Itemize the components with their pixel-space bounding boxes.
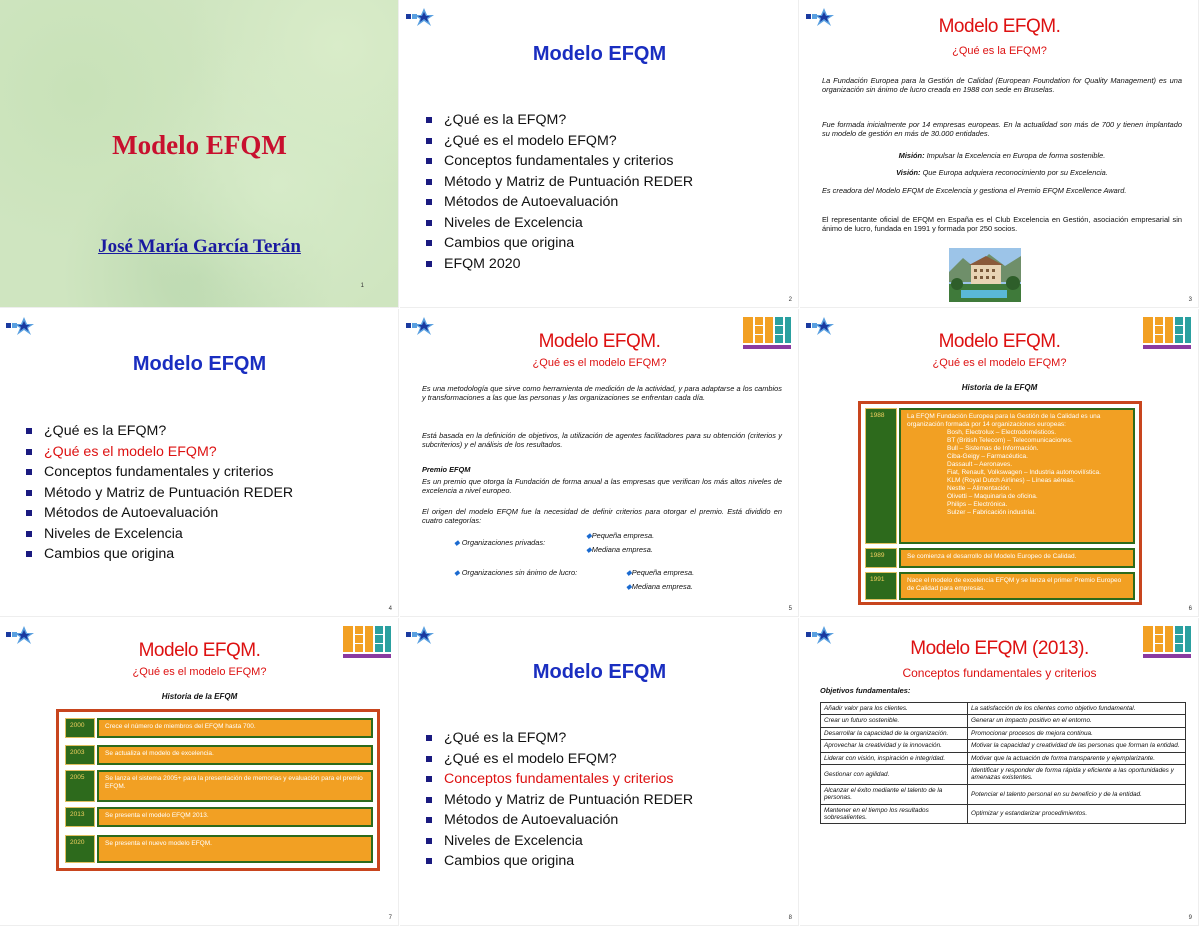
table-row: [821, 727, 1186, 739]
square-bullet-icon: [426, 756, 432, 762]
slide-3[interactable]: [800, 0, 1199, 308]
objectives-table: [820, 702, 1186, 824]
square-bullet-icon: [426, 158, 432, 164]
year-label: 1989: [865, 548, 897, 568]
table-row: [821, 752, 1186, 764]
diamond-bullet-icon: ◆: [626, 582, 632, 591]
company-item: BT (British Telecom) – Telecomunicaciones.: [947, 437, 1073, 444]
category-option: [586, 531, 654, 540]
slide-title: Modelo EFQM.: [138, 640, 261, 661]
slide-title: Modelo EFQM.: [538, 331, 661, 352]
topic-item[interactable]: [426, 790, 693, 811]
square-bullet-icon: [426, 261, 432, 267]
objective-cell: Liderar con visión, inspiración e integridad.: [821, 752, 968, 764]
topic-label: Conceptos fundamentales y criterios: [444, 153, 674, 169]
category-option-label: Pequeña empresa.: [631, 568, 695, 577]
topic-item[interactable]: [426, 749, 693, 770]
topic-item[interactable]: [26, 503, 293, 524]
topic-item[interactable]: [426, 728, 693, 749]
square-bullet-icon: [26, 428, 32, 434]
topic-item[interactable]: [426, 172, 693, 193]
slide-number: 3: [1188, 297, 1192, 303]
company-item: Fiat, Renault, Volkswagen – Industria automovilística.: [947, 469, 1101, 476]
vision-line: [822, 168, 1182, 177]
objectives-label: Objetivos fundamentales:: [820, 686, 911, 695]
topic-label: Conceptos fundamentales y criterios: [444, 771, 674, 787]
slide-subtitle: ¿Qué es la EFQM?: [952, 45, 1047, 57]
diamond-bullet-icon: ◆: [454, 568, 460, 577]
table-row: [821, 703, 1186, 715]
topic-label: ¿Qué es la EFQM?: [444, 730, 567, 746]
diamond-bullet-icon: ◆: [586, 545, 592, 554]
objective-cell: Crear un futuro sostenible.: [821, 715, 968, 727]
category-option-label: Pequeña empresa.: [591, 531, 655, 540]
history-row: [899, 572, 1135, 600]
year-label: 2013: [65, 807, 95, 827]
topic-item[interactable]: [26, 524, 293, 545]
paragraph: Es una metodología que sirve como herramienta de medición de la actividad, y para adaptarse a los cambios y transformaciones a las que las personas y las organizaciones se enfrentan cada día.: [422, 384, 782, 403]
table-row: [821, 740, 1186, 752]
topic-item[interactable]: [426, 831, 693, 852]
vision-text: Que Europa adquiera reconocimiento por su Excelencia.: [922, 168, 1108, 177]
topic-label: ¿Qué es el modelo EFQM?: [44, 443, 217, 460]
slide-title: Modelo EFQM: [532, 661, 667, 683]
efqm-logo-icon: [4, 315, 38, 337]
square-bullet-icon: [426, 797, 432, 803]
objective-cell: Añadir valor para los clientes.: [821, 703, 968, 715]
mission-label: Misión:: [898, 151, 925, 160]
slide-title: Modelo EFQM: [532, 43, 667, 65]
square-bullet-icon: [26, 469, 32, 475]
square-bullet-icon: [26, 490, 32, 496]
paragraph: El representante oficial de EFQM en España es el Club Excelencia en Gestión, asociación empresarial sin ánimo de lucro, fundada en 1991 y formada por 250 socios.: [822, 215, 1182, 234]
table-row: [821, 804, 1186, 824]
objective-cell: Aprovechar la creatividad y la innovación.: [821, 740, 968, 752]
objective-cell: Mantener en el tiempo los resultados sobresalientes.: [821, 804, 968, 824]
slide-title: Modelo EFQM.: [938, 16, 1061, 37]
topic-item[interactable]: [426, 151, 693, 172]
diamond-bullet-icon: ◆: [586, 531, 592, 540]
topic-label: Niveles de Excelencia: [444, 214, 583, 231]
slide-title: Modelo EFQM: [132, 353, 267, 375]
topic-item[interactable]: [426, 769, 693, 790]
paragraph: El origen del modelo EFQM fue la necesidad de definir criterios para otorgar el premio. Está dividido en cuatro categorías:: [422, 507, 782, 526]
slide-number: 8: [788, 915, 792, 921]
description-cell: Identificar y responder de forma rápida y eficiente a las oportunidades y amenazas existentes.: [968, 765, 1186, 785]
slide-title: Modelo EFQM: [112, 130, 287, 160]
topic-item[interactable]: [426, 110, 693, 131]
company-list: [907, 429, 1127, 517]
topic-label: ¿Qué es el modelo EFQM?: [444, 132, 617, 149]
history-row: [899, 408, 1135, 544]
square-bullet-icon: [426, 817, 432, 823]
square-bullet-icon: [426, 179, 432, 185]
hotel-photo-image: [949, 248, 1021, 302]
year-label: 1991: [865, 572, 897, 600]
square-bullet-icon: [426, 220, 432, 226]
paragraph: Está basada en la definición de objetivos, la utilización de agentes facilitadores para su obtención (criterios y subcriterios) y el análisis de los resultados.: [422, 431, 782, 450]
topic-label: Método y Matriz de Puntuación REDER: [44, 484, 294, 501]
category-label: Organizaciones privadas:: [461, 538, 546, 547]
topic-label: ¿Qué es la EFQM?: [444, 112, 567, 128]
history-row: Se lanza el sistema 2005+ para la presentación de memorias y evaluación para el premio EFQM.: [97, 770, 373, 802]
topic-label: Niveles de Excelencia: [44, 525, 183, 542]
topic-label: EFQM 2020: [444, 255, 521, 272]
slide-number: 1: [360, 283, 364, 289]
history-frame: [56, 709, 380, 871]
topic-label: ¿Qué es el modelo EFQM?: [444, 750, 617, 767]
year-label: 1988: [865, 408, 897, 544]
history-text: La EFQM Fundación Europea para la Gestión de la Calidad es una organización formada por 14 organizaciones europeas:: [907, 413, 1101, 428]
slide-title: Modelo EFQM.: [938, 331, 1061, 352]
category-option: [586, 545, 653, 554]
slide-number: 6: [1188, 606, 1192, 612]
year-label: 2003: [65, 745, 95, 765]
square-bullet-icon: [26, 531, 32, 537]
table-row: [821, 765, 1186, 785]
vision-label: Visión:: [896, 168, 921, 177]
topic-label: Conceptos fundamentales y criterios: [44, 464, 274, 480]
slide-subtitle: ¿Qué es el modelo EFQM?: [932, 357, 1067, 369]
diamond-bullet-icon: ◆: [454, 538, 460, 547]
slide-subtitle: ¿Qué es el modelo EFQM?: [132, 666, 267, 678]
square-bullet-icon: [26, 551, 32, 557]
topic-item[interactable]: [26, 544, 293, 565]
company-item: Nestle – Alimentación.: [947, 485, 1012, 492]
square-bullet-icon: [426, 838, 432, 844]
topic-item[interactable]: [426, 810, 693, 831]
slide-6[interactable]: [800, 309, 1199, 617]
efqm-logo-icon: [404, 6, 438, 28]
slide-1[interactable]: [0, 0, 399, 308]
description-cell: La satisfacción de los clientes como objetivo fundamental.: [968, 703, 1186, 715]
topic-label: Métodos de Autoevaluación: [44, 505, 219, 521]
description-cell: Promocionar procesos de mejora continua.: [968, 727, 1186, 739]
slide-9[interactable]: [800, 618, 1199, 926]
topic-item[interactable]: [26, 421, 293, 442]
slide-number: 7: [388, 915, 392, 921]
category-option-label: Mediana empresa.: [631, 582, 693, 591]
topic-item[interactable]: [26, 442, 293, 463]
history-title: Historia de la EFQM: [161, 692, 238, 701]
topic-item[interactable]: [426, 213, 693, 234]
company-item: Dassault – Aeronaves.: [947, 461, 1013, 468]
premio-heading: Premio EFQM: [422, 465, 471, 474]
description-cell: Generar un impacto positivo en el entorno.: [968, 715, 1186, 727]
company-item: Ciba-Geigy – Farmacéutica.: [947, 453, 1028, 460]
square-bullet-icon: [426, 138, 432, 144]
mission-text: Impulsar la Excelencia en Europa de forma sostenible.: [926, 151, 1106, 160]
square-bullet-icon: [26, 449, 32, 455]
description-cell: Optimizar y estandarizar procedimientos.: [968, 804, 1186, 824]
topic-item[interactable]: [426, 254, 693, 275]
company-item: KLM (Royal Dutch Airlines) – Líneas aéreas.: [947, 477, 1075, 484]
objective-cell: Gestionar con agilidad.: [821, 765, 968, 785]
square-bullet-icon: [426, 199, 432, 205]
topic-list: [26, 421, 293, 565]
category-nonprofit: [454, 568, 577, 577]
topic-label: Cambios que origina: [444, 235, 575, 251]
author-link[interactable]: José María García Terán: [98, 236, 301, 257]
slide-number: 2: [788, 297, 792, 303]
category-option: [626, 568, 694, 577]
slide-subtitle: ¿Qué es el modelo EFQM?: [532, 357, 667, 369]
topic-label: ¿Qué es la EFQM?: [44, 423, 167, 439]
topic-item[interactable]: [26, 462, 293, 483]
slide-8[interactable]: [400, 618, 799, 926]
slide-number: 4: [388, 606, 392, 612]
history-text: Nace el modelo de excelencia EFQM y se lanza el primer Premio Europeo de Calidad para empresas.: [907, 577, 1122, 592]
category-option-label: Mediana empresa.: [591, 545, 653, 554]
topic-label: Métodos de Autoevaluación: [444, 812, 619, 828]
square-bullet-icon: [26, 510, 32, 516]
topic-label: Métodos de Autoevaluación: [444, 194, 619, 210]
category-label: Organizaciones sin ánimo de lucro:: [461, 568, 578, 577]
paragraph: Fue formada inicialmente por 14 empresas europeas. En la actualidad son más de 700 y tienen implantado su modelo de gestión en más de 30.000 entidades.: [822, 120, 1182, 139]
table-row: [821, 715, 1186, 727]
topic-label: Método y Matriz de Puntuación REDER: [444, 173, 694, 190]
company-item: Bull – Sistemas de Información.: [947, 445, 1039, 452]
paragraph: La Fundación Europea para la Gestión de Calidad (European Foundation for Quality Management) es una organización sin ánimo de lucro creada en 1988 con sede en Bruselas.: [822, 76, 1182, 95]
company-item: Philips – Electrónica.: [947, 501, 1008, 508]
slide-4[interactable]: [0, 309, 399, 617]
description-cell: Potenciar el talento personal en su beneficio y de la entidad.: [968, 784, 1186, 804]
topic-item[interactable]: [426, 851, 693, 872]
history-row: Se presenta el modelo EFQM 2013.: [97, 807, 373, 827]
slide-title: Modelo EFQM (2013).: [910, 638, 1089, 659]
history-row: Se presenta el nuevo modelo EFQM.: [97, 835, 373, 863]
history-row: Crece el número de miembros del EFQM hasta 700.: [97, 718, 373, 738]
diamond-bullet-icon: ◆: [626, 568, 632, 577]
category-option: [626, 582, 693, 591]
topic-item[interactable]: [26, 483, 293, 504]
history-row: Se actualiza el modelo de excelencia.: [97, 745, 373, 765]
year-label: 2005: [65, 770, 95, 802]
table-row: [821, 784, 1186, 804]
history-row: [899, 548, 1135, 568]
topic-label: Niveles de Excelencia: [444, 832, 583, 849]
history-text: Se comienza el desarrollo del Modelo Europeo de Calidad.: [907, 553, 1077, 560]
square-bullet-icon: [426, 117, 432, 123]
topic-item[interactable]: [426, 233, 693, 254]
year-label: 2020: [65, 835, 95, 863]
slide-number: 5: [788, 606, 792, 612]
square-bullet-icon: [426, 858, 432, 864]
history-frame: [858, 401, 1142, 605]
year-label: 2000: [65, 718, 95, 738]
category-private: [454, 538, 545, 547]
company-item: Olivetti – Maquinaria de oficina.: [947, 493, 1038, 500]
slide-5[interactable]: [400, 309, 799, 617]
objective-cell: Alcanzar el éxito mediante el talento de la personas.: [821, 784, 968, 804]
history-title: Historia de la EFQM: [961, 383, 1038, 392]
slide-2[interactable]: [400, 0, 799, 308]
square-bullet-icon: [426, 776, 432, 782]
description-cell: Motivar la capacidad y creatividad de las personas que forman la entidad.: [968, 740, 1186, 752]
company-item: Sulzer – Fabricación industrial.: [947, 509, 1036, 516]
paragraph: Es un premio que otorga la Fundación de forma anual a las empresas que verifican los más altos niveles de excelencia a nivel europeo.: [422, 477, 782, 496]
mission-line: [822, 151, 1182, 160]
slide-subtitle: Conceptos fundamentales y criterios: [902, 666, 1097, 680]
description-cell: Motivar que la actuación de forma transparente y ejemplarizante.: [968, 752, 1186, 764]
paragraph: Es creadora del Modelo EFQM de Excelencia y gestiona el Premio EFQM Excellence Award.: [822, 186, 1127, 195]
topic-list: [426, 728, 693, 872]
slide-7[interactable]: [0, 618, 399, 926]
square-bullet-icon: [426, 735, 432, 741]
slide-number: 9: [1188, 915, 1192, 921]
company-item: Bosh, Electrolux – Electrodomésticos.: [947, 429, 1057, 436]
efqm-logo-icon: [404, 624, 438, 646]
topic-label: Cambios que origina: [44, 546, 175, 562]
topic-item[interactable]: [426, 131, 693, 152]
topic-item[interactable]: [426, 192, 693, 213]
objective-cell: Desarrollar la capacidad de la organización.: [821, 727, 968, 739]
topic-list: [426, 110, 693, 274]
topic-label: Método y Matriz de Puntuación REDER: [444, 791, 694, 808]
topic-label: Cambios que origina: [444, 853, 575, 869]
square-bullet-icon: [426, 240, 432, 246]
